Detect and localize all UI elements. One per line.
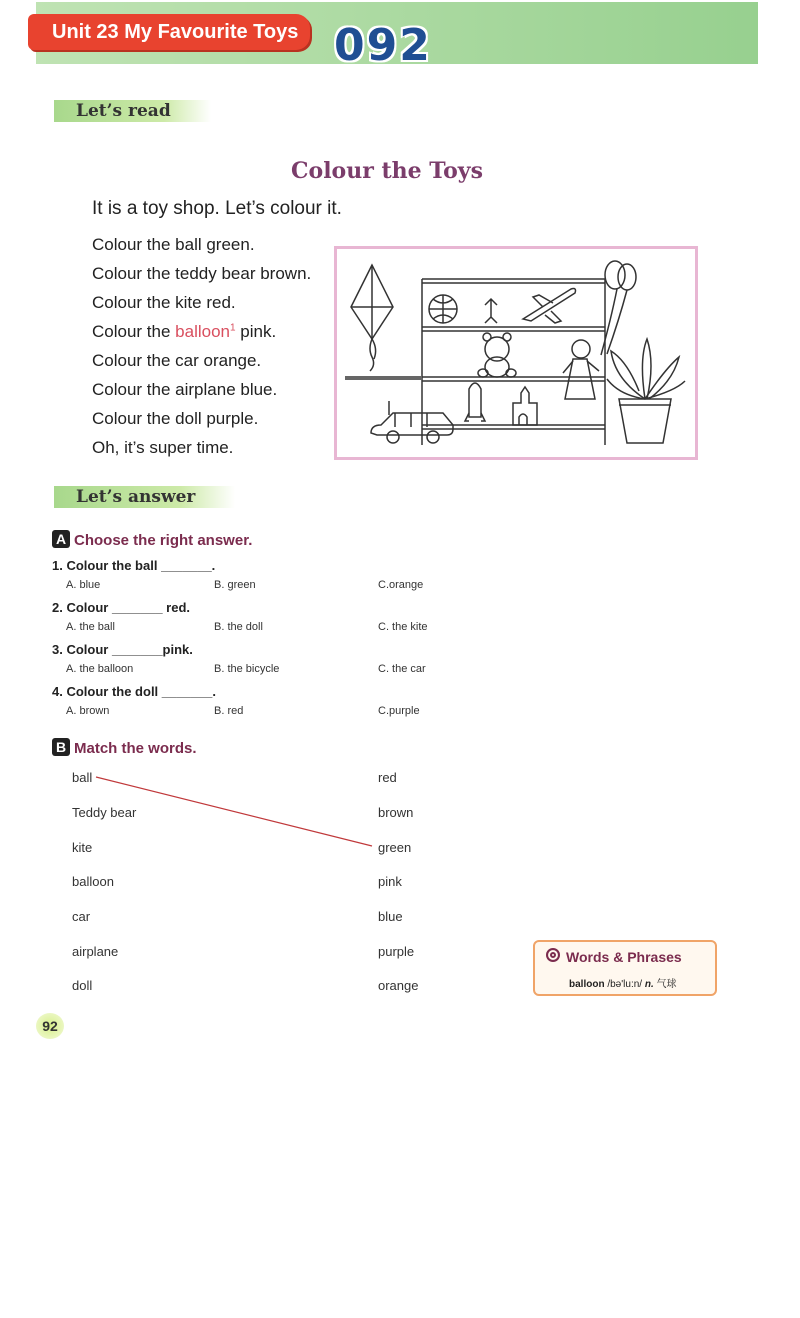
match-left-item[interactable]: car (72, 909, 91, 924)
poem-line: Colour the doll purple. (92, 409, 259, 428)
match-left-item[interactable]: balloon (72, 874, 114, 889)
match-right-item[interactable]: orange (378, 978, 419, 993)
part-b-badge: B (52, 738, 70, 756)
section-label-read: Let’s read (54, 100, 211, 122)
highlight-word: balloon (175, 322, 230, 341)
match-left-item[interactable]: ball (72, 770, 93, 785)
option-c[interactable]: C. the kite (378, 621, 428, 633)
option-b[interactable]: B. the doll (214, 621, 263, 633)
page-code: 092 (334, 20, 432, 71)
option-a[interactable]: A. the balloon (66, 663, 134, 675)
example-match-line (96, 777, 372, 846)
target-circle-icon (546, 948, 560, 962)
vocab-pos: n. (644, 979, 654, 990)
match-left-item[interactable]: airplane (72, 944, 119, 959)
vocab-word: balloon (569, 979, 605, 990)
match-left-item[interactable]: doll (72, 978, 93, 993)
reading-title: Colour the Toys (291, 158, 483, 184)
match-left-item[interactable]: Teddy bear (72, 805, 137, 820)
words-phrases-title: Words & Phrases (546, 948, 682, 965)
poem-line: Colour the ball green. (92, 235, 255, 254)
footnote-marker: 1 (230, 322, 236, 334)
option-a[interactable]: A. the ball (66, 621, 115, 633)
part-a-heading: A Choose the right answer. (52, 530, 252, 549)
section-label-answer: Let’s answer (54, 486, 235, 508)
poem-line: Colour the teddy bear brown. (92, 264, 312, 283)
reading-intro: It is a toy shop. Let’s colour it. (92, 198, 342, 219)
poem-line: Colour the car orange. (92, 351, 262, 370)
poem-line: Oh, it’s super time. (92, 438, 234, 457)
option-b[interactable]: B. red (214, 705, 244, 717)
question-stem: 3. Colour _______pink. (52, 642, 193, 657)
vocab-phonetic: /bə'lu:n/ (607, 979, 643, 990)
poem-line: Colour the airplane blue. (92, 380, 278, 399)
part-b-heading: B Match the words. (52, 738, 197, 757)
vocab-entry (569, 975, 677, 990)
match-right-item[interactable]: blue (378, 909, 403, 924)
option-c[interactable]: C. the car (378, 663, 426, 675)
question-stem: 1. Colour the ball _______. (52, 558, 216, 573)
poem-line: Colour the balloon$^1$ pink. (92, 322, 277, 341)
match-right-item[interactable]: red (378, 770, 397, 785)
unit-title: Unit 23 My Favourite Toys (28, 14, 310, 50)
question-stem: 4. Colour the doll _______. (52, 684, 216, 699)
match-left-item[interactable]: kite (72, 840, 93, 855)
match-right-item[interactable]: pink (378, 874, 402, 889)
option-a[interactable]: A. brown (66, 705, 110, 717)
option-c[interactable]: C.orange (378, 579, 424, 591)
match-right-item[interactable]: brown (378, 805, 414, 820)
poem-line: Colour the kite red. (92, 293, 236, 312)
match-right-item[interactable]: purple (378, 944, 415, 959)
option-b[interactable]: B. the bicycle (214, 663, 280, 675)
part-a-badge: A (52, 530, 70, 548)
option-c[interactable]: C.purple (378, 705, 420, 717)
vocab-meaning: 气球 (656, 979, 677, 990)
question-stem: 2. Colour _______ red. (52, 600, 191, 615)
option-a[interactable]: A. blue (66, 579, 101, 591)
option-b[interactable]: B. green (214, 579, 256, 591)
match-right-item[interactable]: green (378, 840, 412, 855)
page-number: 92 (36, 1013, 64, 1039)
